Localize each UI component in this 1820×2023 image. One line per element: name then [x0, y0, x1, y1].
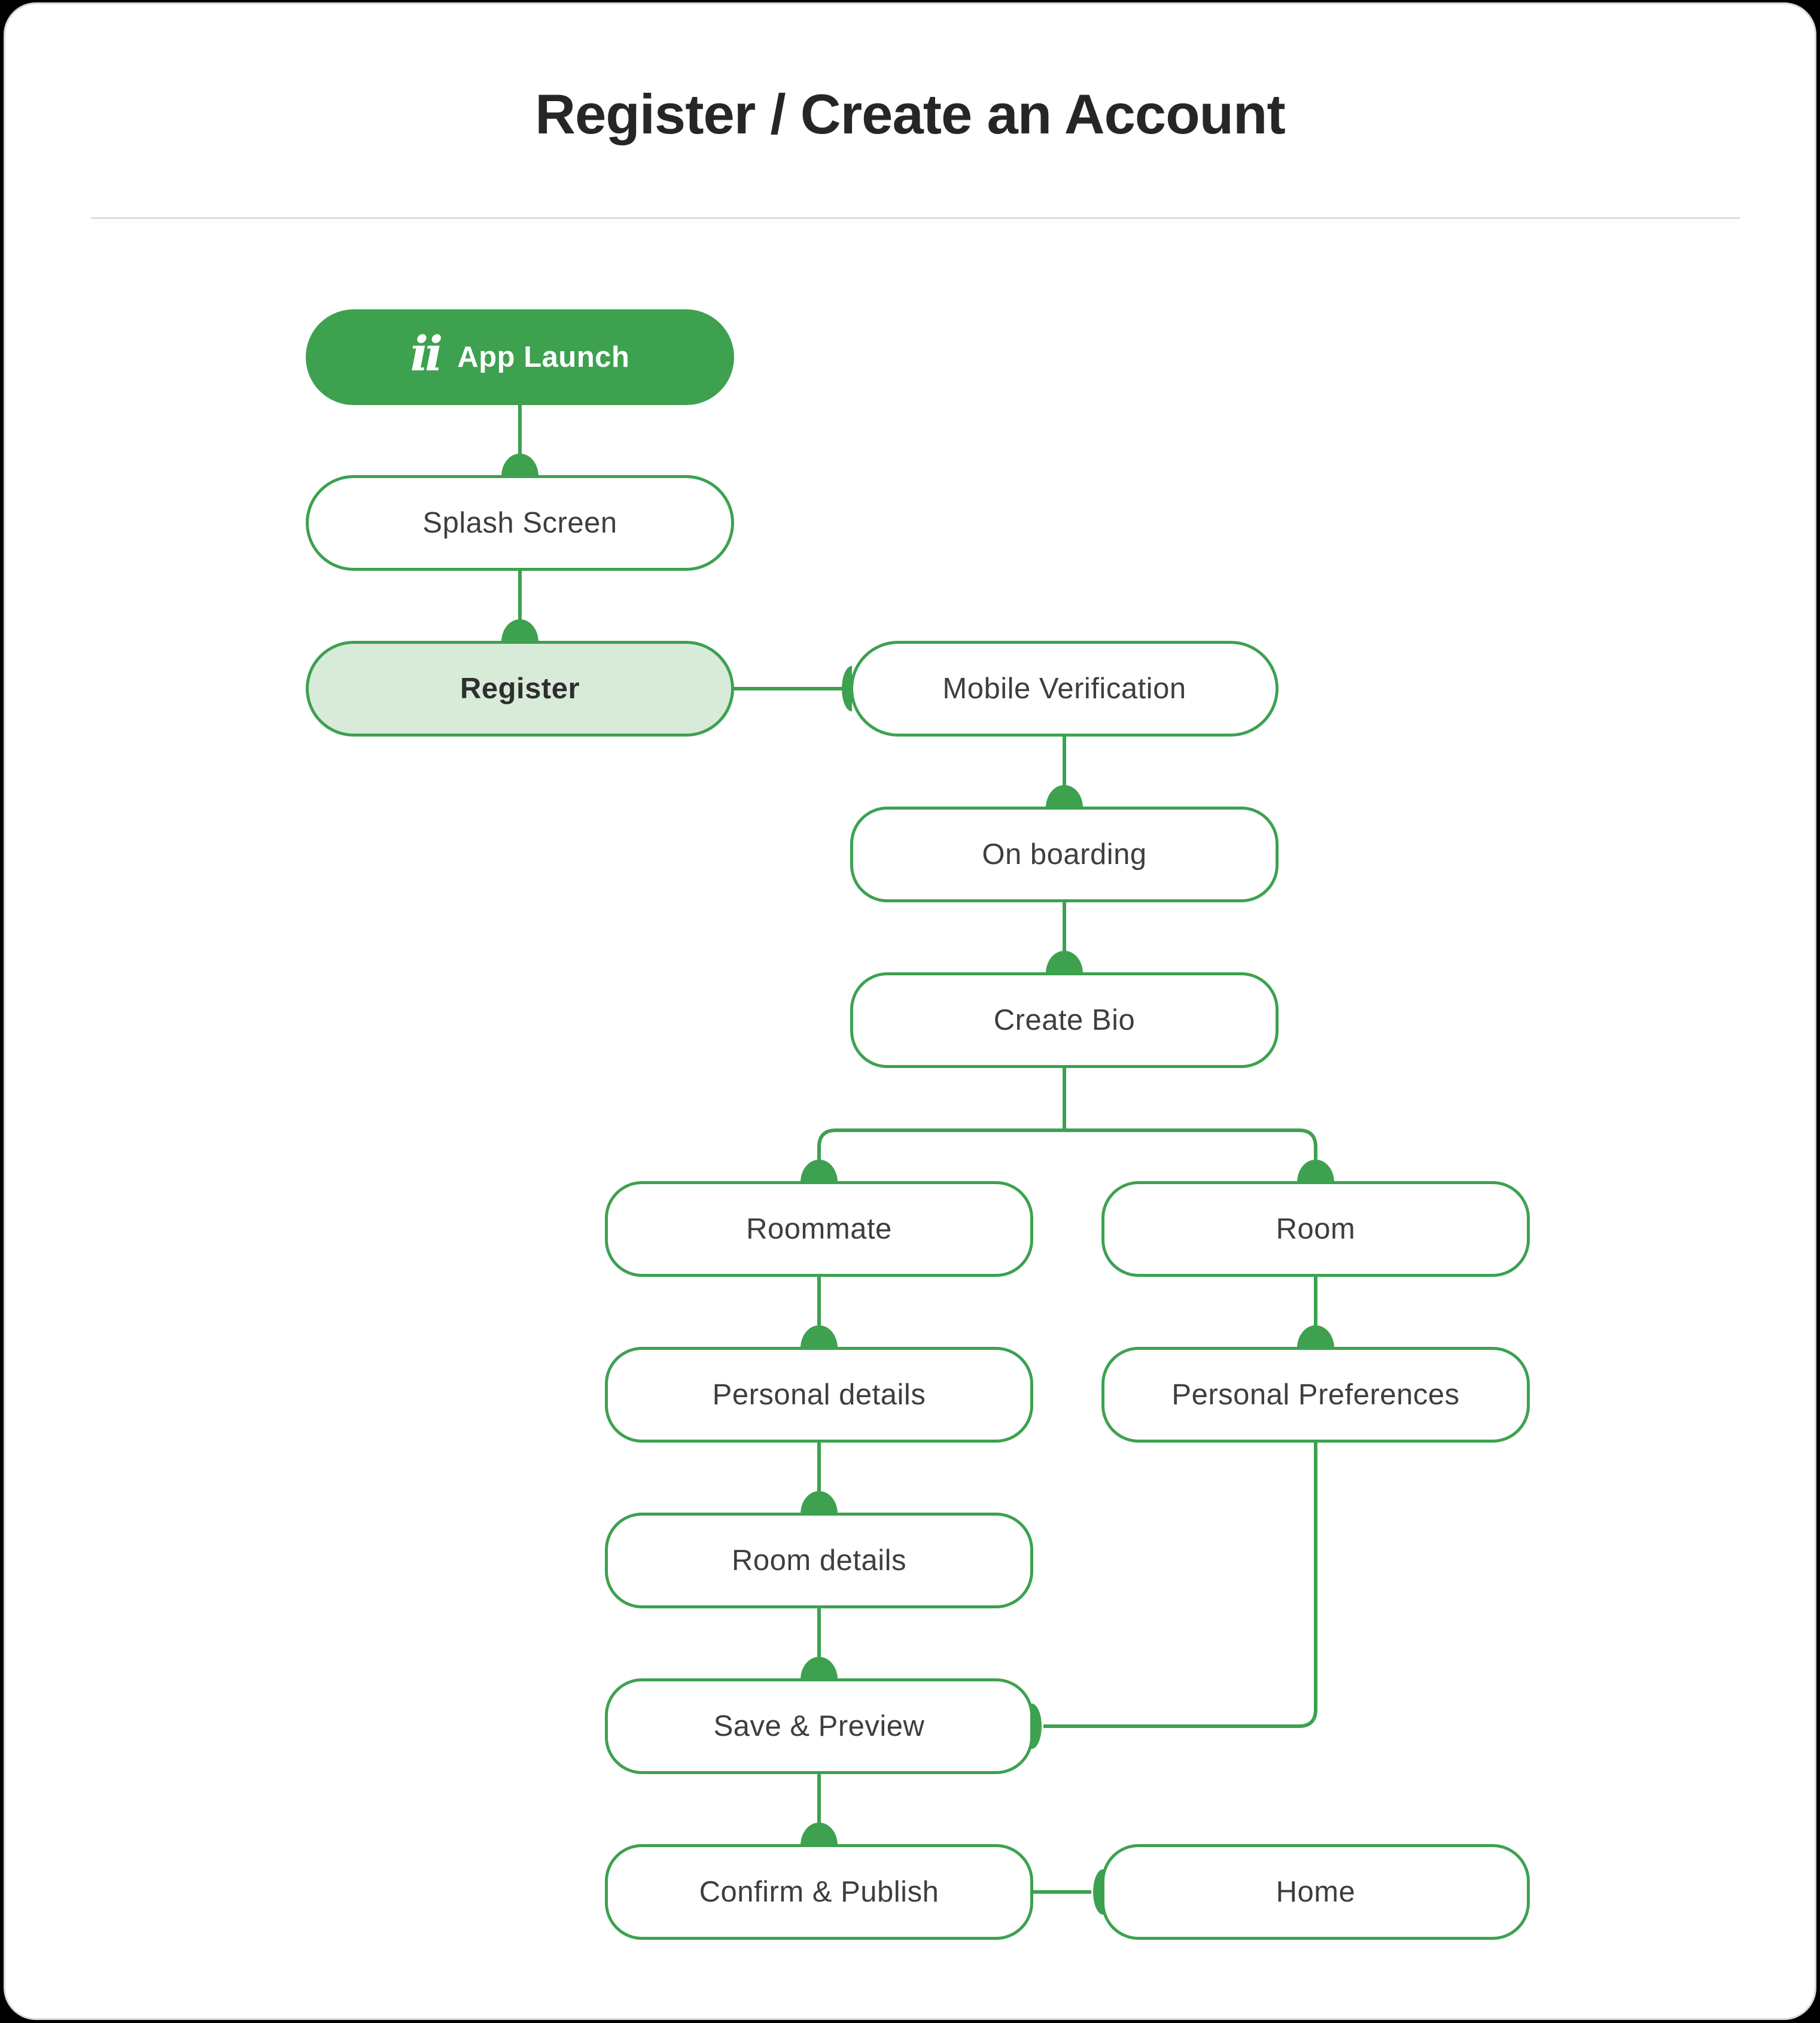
node-on-boarding — [850, 807, 1279, 902]
node-home — [1101, 1844, 1530, 1940]
node-label: Home — [1276, 1876, 1356, 1908]
node-mobile-verification — [850, 641, 1279, 737]
diagram-card — [4, 2, 1816, 2020]
node-label: Personal details — [712, 1379, 926, 1411]
node-label: App Launch — [457, 341, 630, 373]
node-create-bio — [850, 972, 1279, 1068]
node-label: Confirm & Publish — [699, 1876, 939, 1908]
node-label: Room — [1276, 1213, 1356, 1245]
node-label: Roommate — [746, 1213, 892, 1245]
page-title: Register / Create an Account — [535, 83, 1285, 145]
node-register — [306, 641, 734, 737]
node-personal-preferences — [1101, 1347, 1530, 1443]
node-room — [1101, 1181, 1530, 1277]
node-room-details — [605, 1513, 1033, 1608]
node-label: Personal Preferences — [1171, 1379, 1460, 1411]
node-confirm-publish — [605, 1844, 1033, 1940]
node-roommate — [605, 1181, 1033, 1277]
node-splash-screen — [306, 475, 734, 571]
node-label: Splash Screen — [422, 507, 617, 539]
node-save-preview — [605, 1678, 1033, 1774]
node-app-launch — [306, 309, 734, 405]
node-label: On boarding — [982, 838, 1147, 871]
node-label: Create Bio — [993, 1004, 1136, 1036]
node-label: Mobile Verification — [942, 673, 1186, 705]
roomi-double-i-icon: ii — [410, 325, 440, 382]
node-label: Save & Preview — [713, 1710, 925, 1742]
node-personal-details — [605, 1347, 1033, 1443]
node-label: Room details — [732, 1544, 906, 1577]
connector-lines — [520, 405, 1316, 1892]
node-label: Register — [459, 673, 580, 705]
